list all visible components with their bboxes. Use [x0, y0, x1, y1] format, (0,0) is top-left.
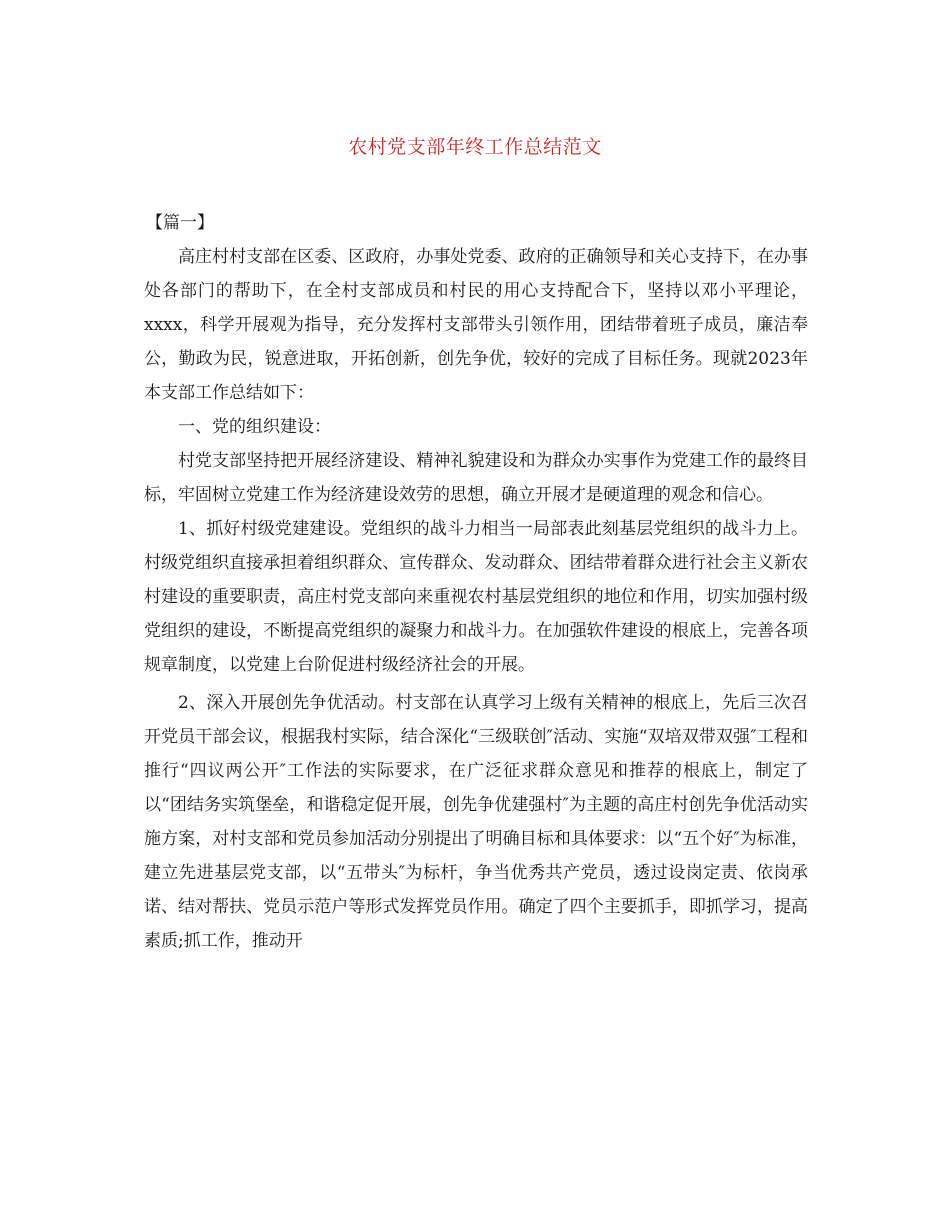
- section-label: 【篇一】: [146, 213, 214, 233]
- paragraph-item-2: 2、深入开展创先争优活动。村支部在认真学习上级有关精神的根底上，先后三次召开党员干部会议，根据我村实际，结合深化“三级联创″活动、实施“双培双带双强″工程和推行“四议两公开″工作法的实际要求，在广泛征求群众意见和推荐的根底上，制定了以“团结务实筑堡垒，和谐稳定促开展，创先争优建强村″为主题的高庄村创先争优活动实施方案，对村支部和党员参加活动分别提出了明确目标和具体要求：以“五个好″为标准，建立先进基层党支部，以“五带头″为标杆，争当优秀共产党员，透过设岗定责、依岗承诺、结对帮扶、党员示范户等形式发挥党员作用。确定了四个主要抓手，即抓学习，提高素质;抓工作，推动开: [144, 693, 808, 951]
- document-body: [144, 206, 808, 958]
- paragraph-party-goals: 村党支部坚持把开展经济建设、精神礼貌建设和为群众办实事作为党建工作的最终目标，牢固树立党建工作为经济建设效劳的思想，确立开展才是硬道理的观念和信心。: [144, 451, 808, 505]
- document-title: 农村党支部年终工作总结范文: [348, 136, 602, 158]
- heading-party-organization: 一、党的组织建设：: [178, 417, 331, 437]
- paragraph-intro: 高庄村村支部在区委、区政府，办事处党委、政府的正确领导和关心支持下，在办事处各部门的帮助下，在全村支部成员和村民的用心支持配合下，坚持以邓小平理论，xxxx，科学开展观为指导，充分发挥村支部带头引领作用，团结带着班子成员，廉洁奉公，勤政为民，锐意进取，开拓创新，创先争优，较好的完成了目标任务。现就2023年本支部工作总结如下：: [144, 247, 808, 403]
- paragraph-item-1: 1、抓好村级党建建设。党组织的战斗力相当一局部表此刻基层党组织的战斗力上。村级党组织直接承担着组织群众、宣传群众、发动群众、团结带着群众进行社会主义新农村建设的重要职责，高庄村党支部向来重视农村基层党组织的地位和作用，切实加强村级党组织的建设，不断提高党组织的凝聚力和战斗力。在加强软件建设的根底上，完善各项规章制度，以党建上台阶促进村级经济社会的开展。: [144, 519, 808, 675]
